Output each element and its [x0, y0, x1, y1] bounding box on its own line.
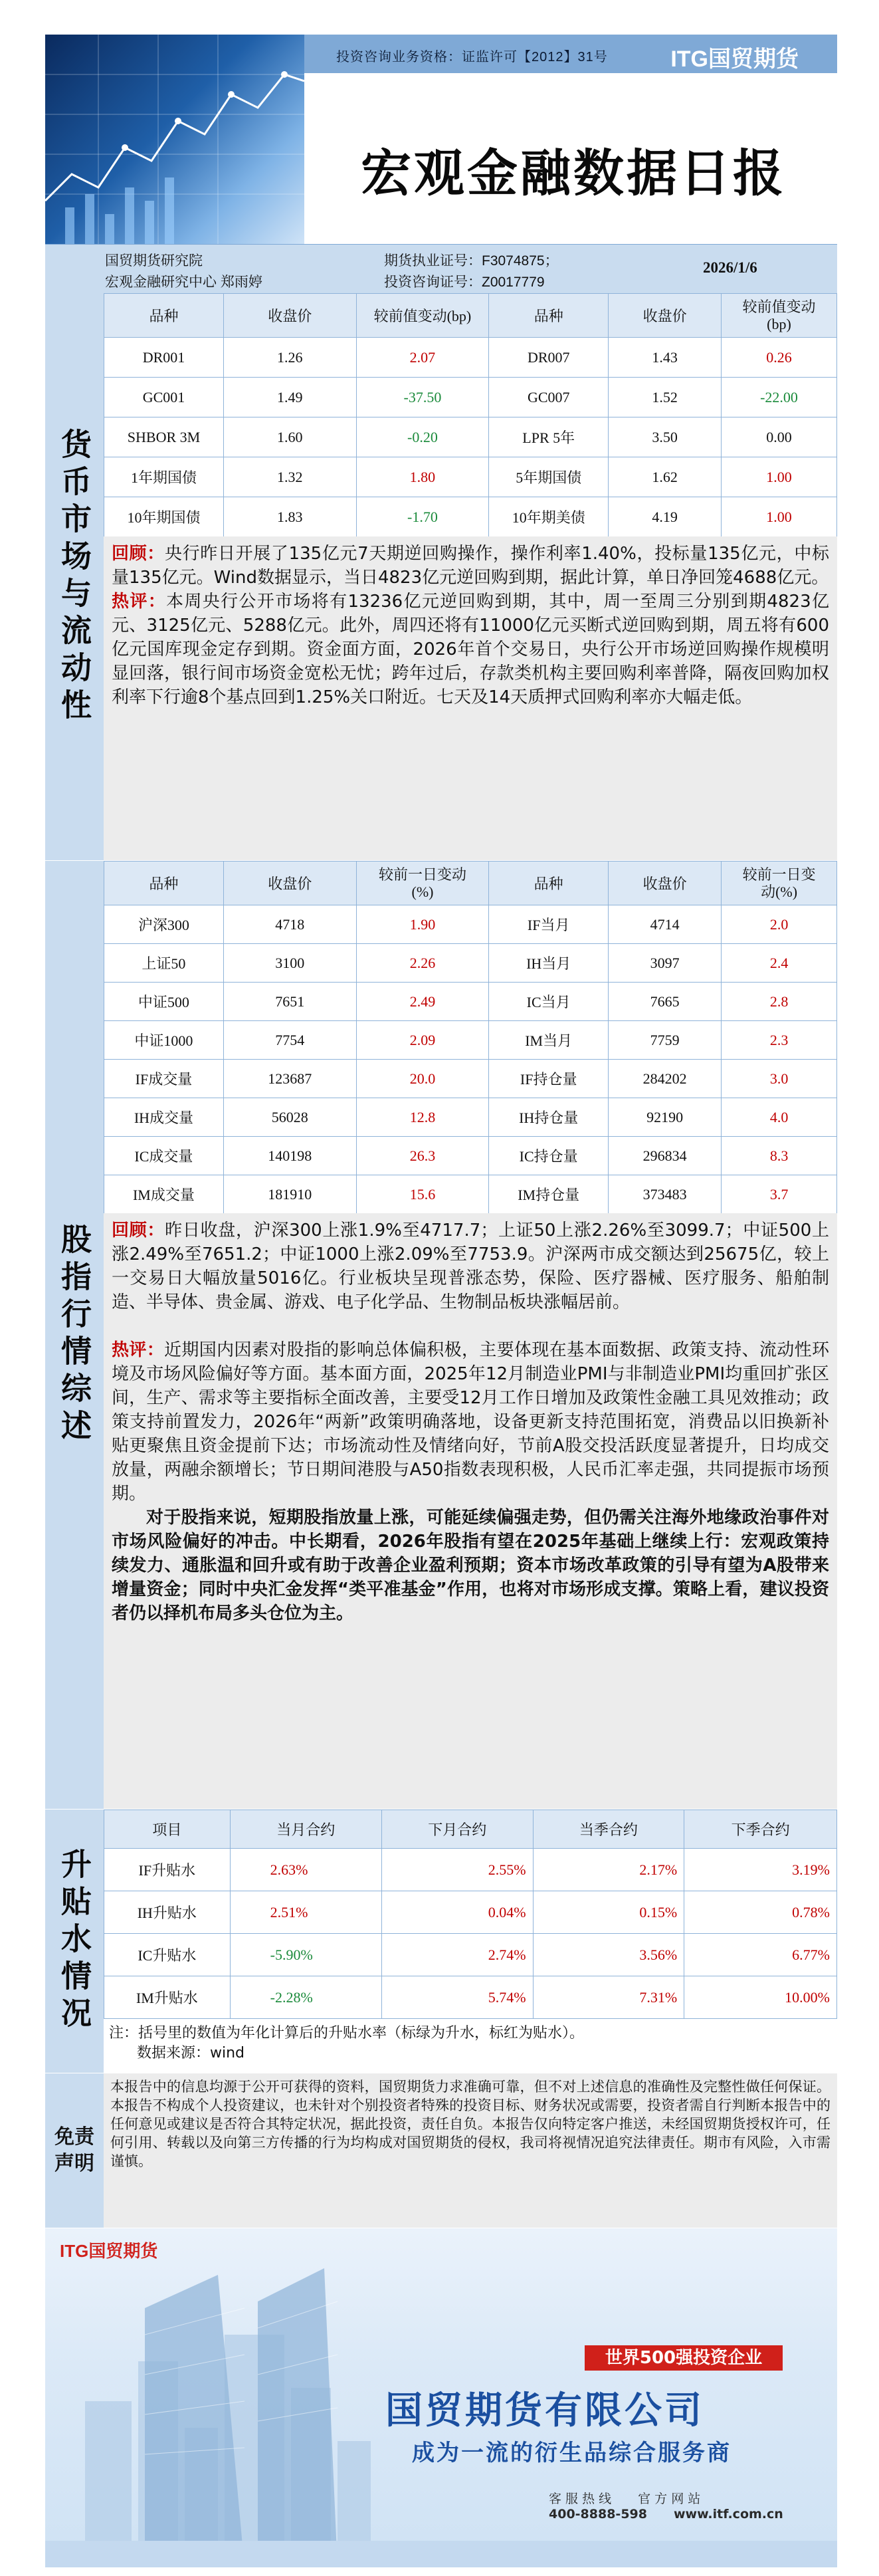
col-header: 品种	[489, 294, 609, 338]
table-row	[104, 338, 837, 378]
basis-value: 5.74%	[381, 1976, 533, 2019]
col-header: 收盘价	[223, 862, 356, 905]
header-chart-graphic	[45, 35, 304, 244]
instrument-name: 中证500	[104, 983, 224, 1021]
section-label: 升贴水情况	[45, 1810, 104, 2073]
report	[45, 35, 837, 2571]
col-header: 品种	[489, 862, 609, 905]
close-price: 1.32	[224, 457, 357, 497]
col-header: 较前值变动 (bp)	[722, 294, 837, 338]
basis-value: 0.04%	[381, 1891, 533, 1934]
col-header: 收盘价	[224, 294, 357, 338]
close-price: 373483	[609, 1175, 722, 1214]
instrument-name: GC007	[489, 378, 609, 417]
basis-value: 0.78%	[684, 1891, 837, 1934]
col-header: 当月合约	[230, 1810, 381, 1849]
instrument-name: 沪深300	[104, 905, 224, 944]
stock-summary: 对于股指来说，短期股指放量上涨，可能延续偏强走势，但仍需关注海外地缘政治事件对市场风险偏好的冲击。中长期看，2026年股指有望在2025年基础上继续上行：宏观政策持续发力、通胀温和回升或有助于改善企业盈利预期；资本市场改革政策的引导有望为A股带来增量资金；同时中央汇金发挥“类平准基金”作用，也将对市场形成支撑。策略上看，建议投资者仍以择机布局多头仓位为主。	[112, 1508, 829, 1623]
change-value: 2.09	[356, 1021, 489, 1060]
change-value: 2.4	[722, 944, 837, 983]
close-price: 123687	[223, 1060, 356, 1098]
change-value: 12.8	[356, 1098, 489, 1137]
title-area	[304, 73, 837, 244]
table-row	[104, 1934, 837, 1976]
close-price: 7759	[609, 1021, 722, 1060]
basis-item: IC升贴水	[104, 1934, 231, 1976]
table-row	[104, 983, 837, 1021]
change-value: 8.3	[722, 1137, 837, 1175]
change-value: 3.0	[722, 1060, 837, 1098]
change-value: 2.07	[356, 338, 489, 378]
change-value: 26.3	[356, 1137, 489, 1175]
close-price: 4714	[609, 905, 722, 944]
section-label: 股指行情综述	[45, 861, 104, 1809]
col-header: 项目	[104, 1810, 231, 1849]
basis-item: IF升贴水	[104, 1849, 231, 1891]
close-price: 140198	[223, 1137, 356, 1175]
company-name: 国贸期货有限公司	[385, 2389, 704, 2432]
hotline-number: 400-8888-598	[549, 2507, 647, 2521]
report-header	[45, 35, 837, 244]
basis-value: 2.55%	[381, 1849, 533, 1891]
disclaimer-section	[45, 2073, 837, 2228]
table-row	[104, 417, 837, 457]
change-value: 0.26	[722, 338, 837, 378]
close-price: 1.49	[224, 378, 357, 417]
website-url: www.itf.com.cn	[673, 2507, 783, 2521]
table-row	[104, 1849, 837, 1891]
company-slogan: 成为一流的衍生品综合服务商	[412, 2440, 732, 2466]
instrument-name: 上证50	[104, 944, 224, 983]
close-price: 181910	[223, 1175, 356, 1214]
note-text: 注：括号里的数值为年化计算后的升贴水率（标绿为升水，标红为贴水）。	[109, 2025, 585, 2042]
table-row	[104, 378, 837, 417]
stock-index-table	[104, 861, 837, 1214]
col-header: 下月合约	[381, 1810, 533, 1849]
col-header: 较前一日变 动(%)	[722, 862, 837, 905]
close-price: 1.26	[224, 338, 357, 378]
change-value: 20.0	[356, 1060, 489, 1098]
contact-info	[549, 2489, 828, 2521]
col-header: 收盘价	[609, 294, 722, 338]
instrument-name: SHBOR 3M	[104, 417, 224, 457]
table-row	[104, 944, 837, 983]
basis-note	[104, 2024, 842, 2063]
money-commentary	[104, 536, 837, 860]
instrument-name: IC成交量	[104, 1137, 224, 1175]
close-price: 1.43	[609, 338, 722, 378]
close-price: 1.83	[224, 497, 357, 537]
footer-banner	[45, 2228, 837, 2567]
instrument-name: IC当月	[489, 983, 609, 1021]
section-label: 货币市场与流动性	[45, 293, 104, 860]
instrument-name: 中证1000	[104, 1021, 224, 1060]
close-price: 284202	[609, 1060, 722, 1098]
section-label: 免责声明	[45, 2073, 104, 2228]
header-image	[45, 35, 304, 244]
org-name: 国贸期货研究院	[105, 253, 203, 269]
change-value: -22.00	[722, 378, 837, 417]
itg-logo: ITG国贸期货	[670, 47, 799, 72]
instrument-name: IM持仓量	[489, 1175, 609, 1214]
basis-value: -2.28%	[230, 1976, 381, 2019]
table-row	[104, 1175, 837, 1214]
close-price: 56028	[223, 1098, 356, 1137]
change-value: 3.7	[722, 1175, 837, 1214]
change-value: 0.00	[722, 417, 837, 457]
change-value: 1.90	[356, 905, 489, 944]
table-row	[104, 1137, 837, 1175]
instrument-name: 10年期国债	[104, 497, 224, 537]
col-header: 当季合约	[533, 1810, 684, 1849]
change-value: -37.50	[356, 378, 489, 417]
basis-value: 2.74%	[381, 1934, 533, 1976]
col-header: 收盘价	[609, 862, 722, 905]
stock-commentary	[104, 1213, 837, 1809]
basis-value: 6.77%	[684, 1934, 837, 1976]
instrument-name: IF成交量	[104, 1060, 224, 1098]
change-value: 15.6	[356, 1175, 489, 1214]
report-title: 宏观金融数据日报	[361, 144, 786, 203]
close-price: 1.62	[609, 457, 722, 497]
instrument-name: IM成交量	[104, 1175, 224, 1214]
money-market-section	[45, 293, 837, 860]
instrument-name: LPR 5年	[489, 417, 609, 457]
section-body	[104, 861, 837, 1809]
report-date: 2026/1/6	[703, 259, 757, 276]
basis-value: 2.17%	[533, 1849, 684, 1891]
table-row	[104, 497, 837, 537]
instrument-name: 5年期国债	[489, 457, 609, 497]
change-value: 2.3	[722, 1021, 837, 1060]
stock-comment: 热评：近期国内因素对股指的影响总体偏积极，主要体现在基本面数据、政策支持、流动性环境及市场风险偏好等方面。基本面方面，2025年12月制造业PMI与非制造业PMI均重回扩张区间，生产、需求等主要指标全面改善，主要受12月工作日增加及政策性金融工具见效推动；政策支持前置发力，2026年“两新”政策明确落地，设备更新支持范围拓宽，消费品以旧换新补贴更聚焦且资金提前下达；市场流动性及情绪向好，节前A股交投活跃度显著提升，日均成交放量，两融余额增长；节日期间港股与A50指数表现积极，人民币汇率走强，共同提振市场预期。	[112, 1340, 829, 1504]
instrument-name: DR007	[489, 338, 609, 378]
change-value: 2.26	[356, 944, 489, 983]
fortune-500-badge: 世界500强投资企业	[585, 2345, 783, 2371]
col-header: 较前值变动(bp)	[356, 294, 489, 338]
basis-section	[45, 1810, 837, 2073]
stock-review: 回顾：昨日收盘，沪深300上涨1.9%至4717.7；上证50上涨2.26%至3099.7；中证500上涨2.49%至7651.2；中证1000上涨2.09%至7753.9。沪深两市成交额达到25675亿，较上一交易日大幅放量5016亿。行业板块呈现普涨态势，保险、医疗器械、医疗服务、船舶制造、半导体、贵金属、游戏、电子化学品、生物制品板块涨幅居前。	[112, 1221, 829, 1312]
change-value: 1.80	[356, 457, 489, 497]
table-row	[104, 905, 837, 944]
table-row	[104, 1060, 837, 1098]
change-value: 2.0	[722, 905, 837, 944]
author: 宏观金融研究中心 郑雨婷	[105, 275, 262, 290]
close-price: 1.60	[224, 417, 357, 457]
close-price: 7754	[223, 1021, 356, 1060]
instrument-name: IM当月	[489, 1021, 609, 1060]
close-price: 3097	[609, 944, 722, 983]
table-row	[104, 457, 837, 497]
change-value: 1.00	[722, 457, 837, 497]
close-price: 4.19	[609, 497, 722, 537]
instrument-name: IC持仓量	[489, 1137, 609, 1175]
table-row	[104, 1098, 837, 1137]
basis-value: 2.51%	[230, 1891, 381, 1934]
stock-index-section	[45, 861, 837, 1809]
instrument-name: GC001	[104, 378, 224, 417]
data-source: 数据来源：wind	[137, 2045, 245, 2061]
footer-logo: ITG国贸期货	[60, 2241, 158, 2261]
change-value: 2.8	[722, 983, 837, 1021]
basis-table	[104, 1810, 837, 2019]
basis-value: 0.15%	[533, 1891, 684, 1934]
close-price: 7665	[609, 983, 722, 1021]
basis-item: IH升贴水	[104, 1891, 231, 1934]
license-text: 投资咨询业务资格：证监许可【2012】31号	[336, 50, 608, 64]
close-price: 4718	[223, 905, 356, 944]
basis-value: 10.00%	[684, 1976, 837, 2019]
info-bar	[45, 244, 837, 294]
col-header: 下季合约	[684, 1810, 837, 1849]
table-row	[104, 1976, 837, 2019]
money-market-table	[104, 293, 837, 537]
instrument-name: IF持仓量	[489, 1060, 609, 1098]
close-price: 1.52	[609, 378, 722, 417]
close-price: 3.50	[609, 417, 722, 457]
close-price: 92190	[609, 1098, 722, 1137]
instrument-name: DR001	[104, 338, 224, 378]
change-value: 1.00	[722, 497, 837, 537]
table-row	[104, 1891, 837, 1934]
hotline-label: 客 服 热 线	[549, 2492, 612, 2506]
section-body	[104, 1810, 837, 2073]
header-strip	[304, 35, 837, 73]
basis-value: 7.31%	[533, 1976, 684, 2019]
change-value: 2.49	[356, 983, 489, 1021]
instrument-name: IF当月	[489, 905, 609, 944]
money-comment: 热评：本周央行公开市场将有13236亿元逆回购到期，其中，周一至周三分别到期4823亿元、3125亿元、5288亿元。此外，周四还将有11000亿元买断式逆回购到期，周五将有600亿元国库现金定存到期。资金面方面，2026年首个交易日，央行公开市场逆回购操作规模明显回落，银行间市场资金宽松无忧；跨年过后，存款类机构主要回购利率普降，隔夜回购加权利率下行逾8个基点回到1.25%关口附近。七天及14天质押式回购利率亦大幅走低。	[112, 592, 829, 707]
basis-value: 3.19%	[684, 1849, 837, 1891]
basis-value: -5.90%	[230, 1934, 381, 1976]
futures-license: 期货执业证号：F3074875；	[384, 253, 559, 269]
instrument-name: IH成交量	[104, 1098, 224, 1137]
col-header: 品种	[104, 294, 224, 338]
col-header: 品种	[104, 862, 224, 905]
change-value: 4.0	[722, 1098, 837, 1137]
change-value: -1.70	[356, 497, 489, 537]
table-row	[104, 1021, 837, 1060]
instrument-name: IH持仓量	[489, 1098, 609, 1137]
basis-value: 2.63%	[230, 1849, 381, 1891]
basis-value: 3.56%	[533, 1934, 684, 1976]
close-price: 3100	[223, 944, 356, 983]
money-review: 回顾：央行昨日开展了135亿元7天期逆回购操作，操作利率1.40%，投标量135亿元，中标量135亿元。Wind数据显示，当日4823亿元逆回购到期，据此计算，单日净回笼4688亿元。	[112, 544, 829, 588]
advisory-license: 投资咨询证号：Z0017779	[384, 275, 545, 290]
disclaimer-text: 本报告中的信息均源于公开可获得的资料，国贸期货力求准确可靠，但不对上述信息的准确性及完整性做任何保证。本报告不构成个人投资建议，也未针对个别投资者特殊的投资目标、财务状况或需要，投资者需自行判断本报告中的任何意见或建议是否符合其特定状况，据此投资，责任自负。本报告仅向特定客户推送，未经国贸期货授权许可，任何引用、转载以及向第三方传播的行为均构成对国贸期货的侵权，我司将视情况追究法律责任。期市有风险，入市需谨慎。	[104, 2073, 837, 2228]
website-label: 官 方 网 站	[638, 2492, 701, 2506]
instrument-name: IH当月	[489, 944, 609, 983]
instrument-name: 10年期美债	[489, 497, 609, 537]
instrument-name: 1年期国债	[104, 457, 224, 497]
section-body	[104, 293, 837, 860]
col-header: 较前一日变动 (%)	[356, 862, 489, 905]
change-value: -0.20	[356, 417, 489, 457]
close-price: 7651	[223, 983, 356, 1021]
basis-item: IM升贴水	[104, 1976, 231, 2019]
close-price: 296834	[609, 1137, 722, 1175]
